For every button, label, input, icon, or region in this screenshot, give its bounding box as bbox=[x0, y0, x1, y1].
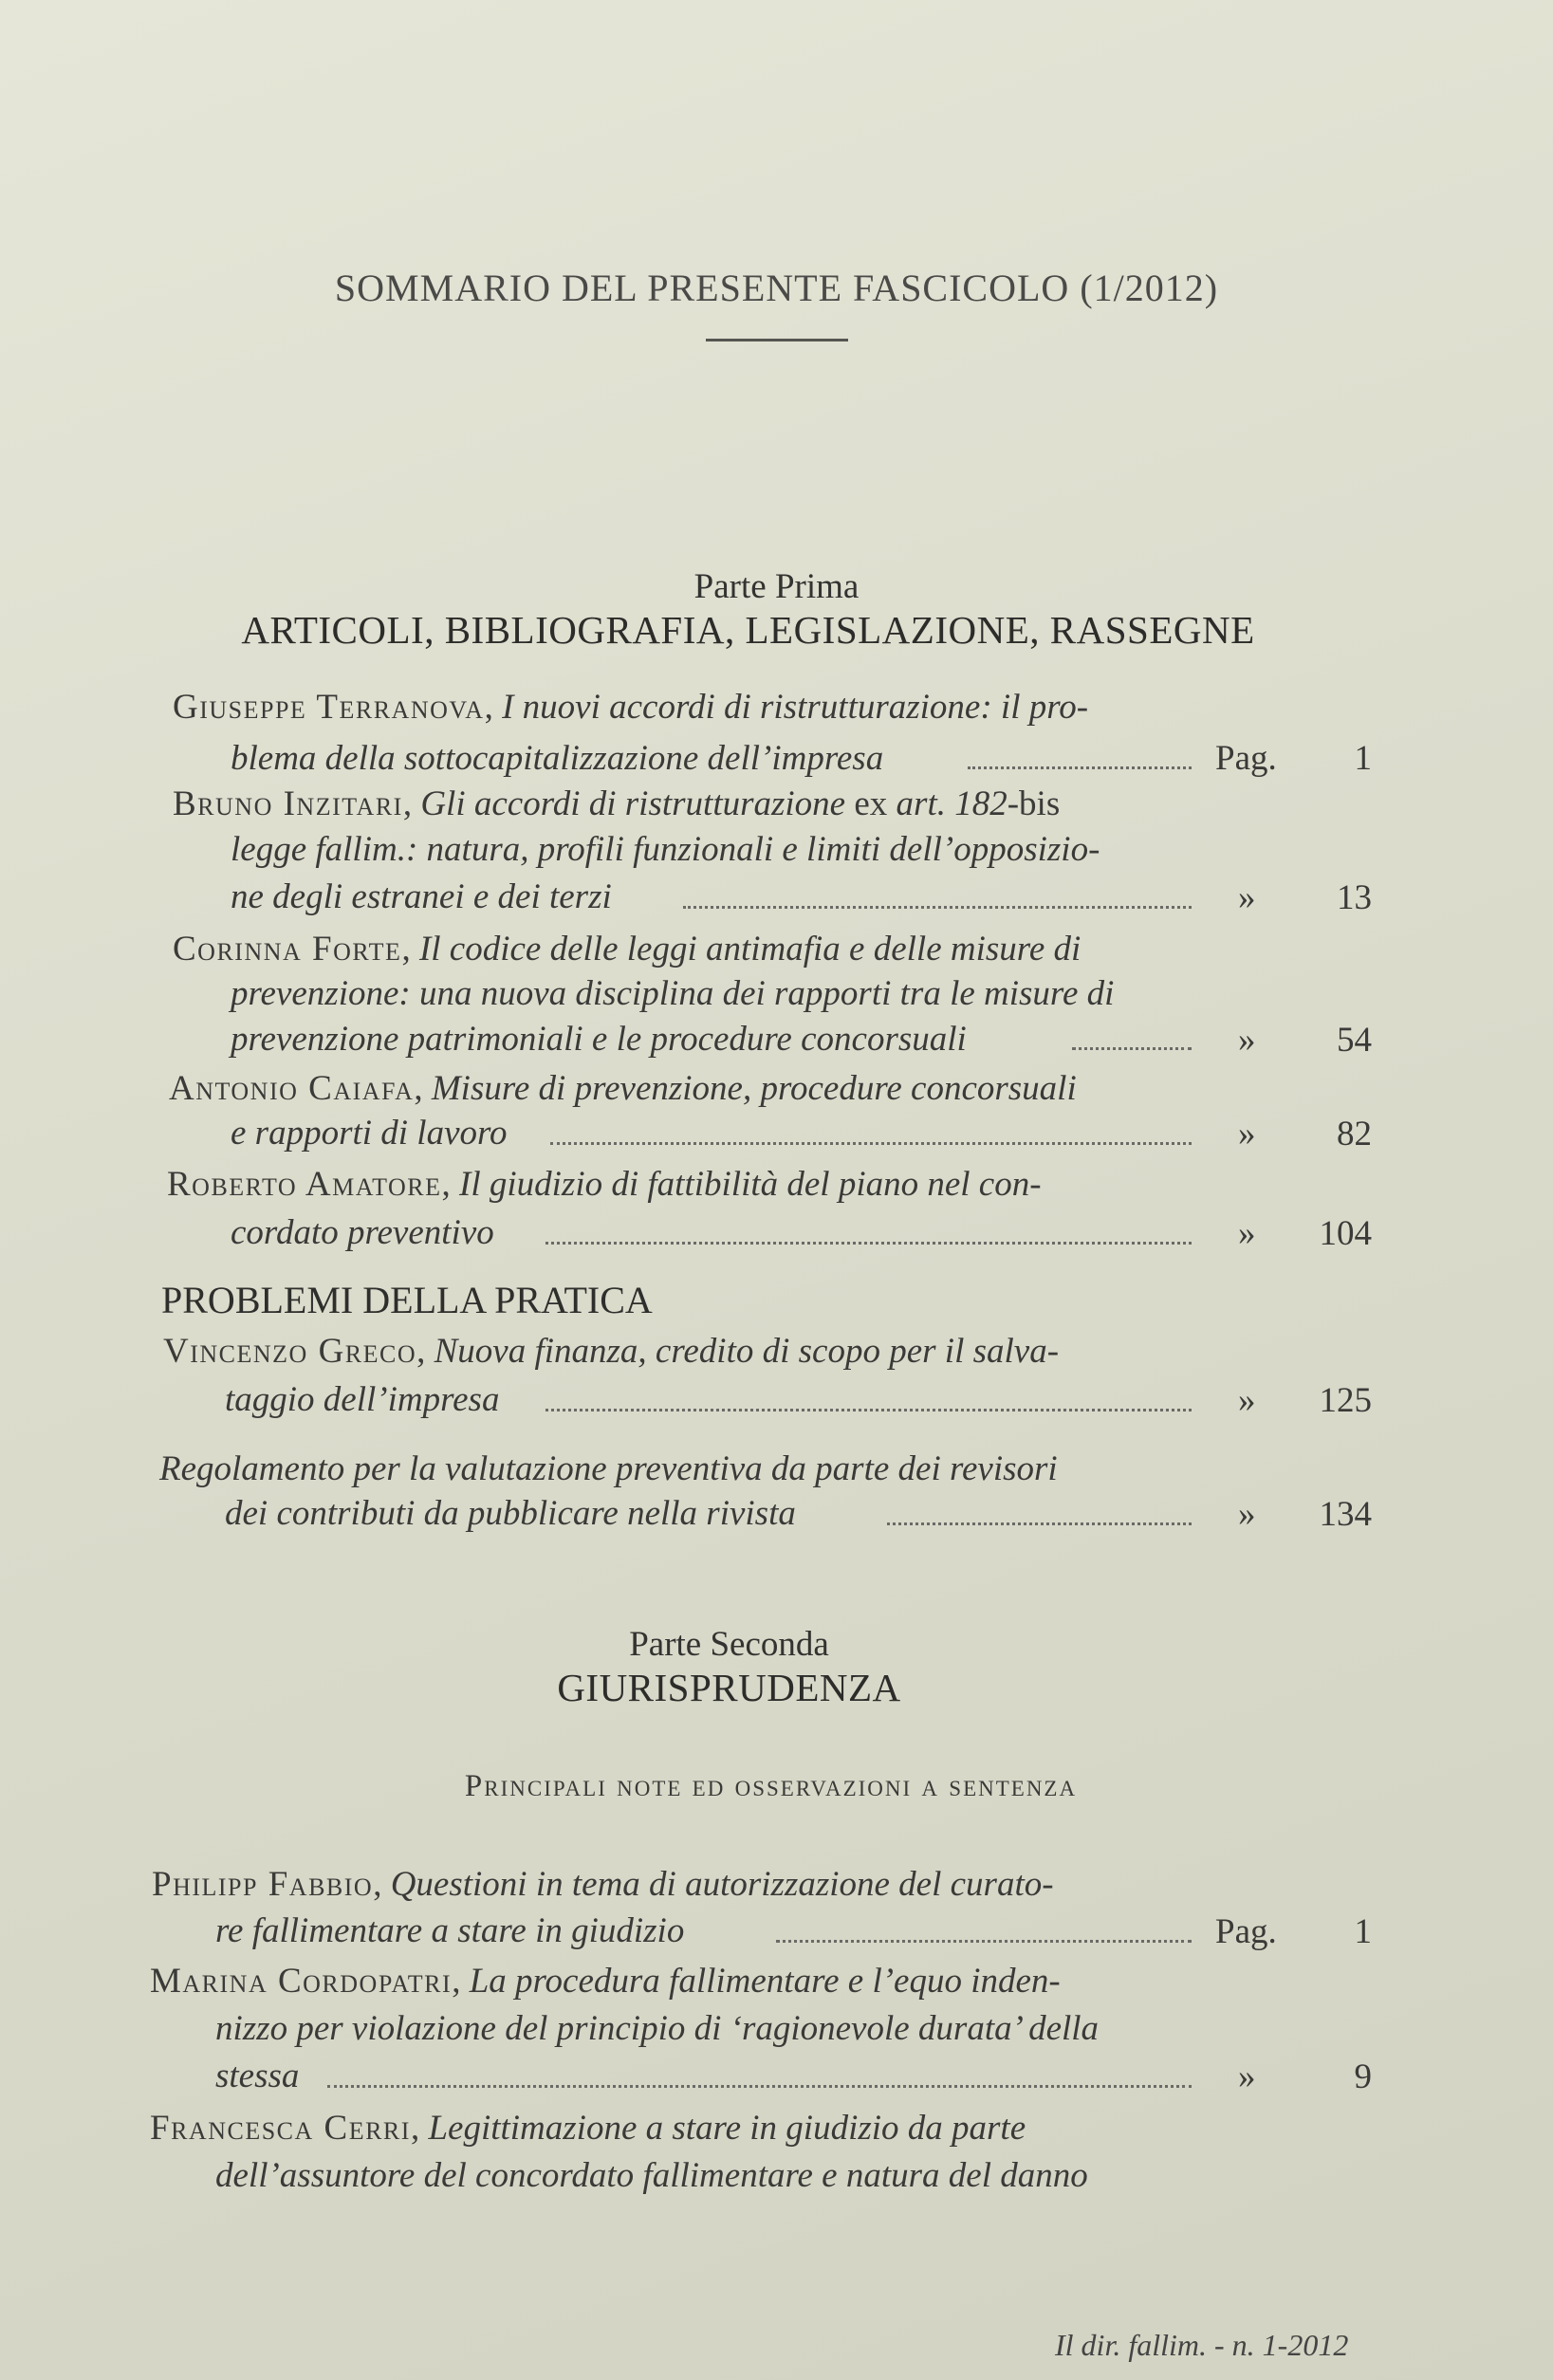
entry-author: Corinna Forte bbox=[173, 930, 402, 969]
page-mark: » bbox=[1238, 1214, 1256, 1253]
page-mark: » bbox=[1238, 1021, 1256, 1060]
page-number: 9 bbox=[1354, 2057, 1372, 2096]
page-number: 1 bbox=[1354, 739, 1372, 778]
leader-dots bbox=[968, 766, 1192, 769]
leader-dots bbox=[550, 1142, 1192, 1145]
entry-author: Antonio Caiafa bbox=[169, 1069, 415, 1108]
page-mark: » bbox=[1238, 1495, 1256, 1534]
entry-author: Vincenzo Greco bbox=[163, 1332, 417, 1371]
leader-dots bbox=[327, 2085, 1192, 2088]
page-mark: » bbox=[1238, 1381, 1256, 1420]
leader-dots bbox=[776, 1940, 1192, 1943]
leader-dots bbox=[545, 1409, 1192, 1411]
title-rule bbox=[706, 339, 848, 341]
entry-author: Philipp Fabbio bbox=[152, 1865, 374, 1904]
page-number: 13 bbox=[1337, 878, 1372, 917]
page-mark: » bbox=[1238, 1115, 1256, 1153]
leader-dots bbox=[545, 1242, 1192, 1245]
page-mark: Pag. bbox=[1215, 739, 1277, 778]
page-mark: » bbox=[1238, 878, 1256, 917]
page-number: 104 bbox=[1319, 1214, 1372, 1253]
page-mark: Pag. bbox=[1215, 1912, 1277, 1951]
entry-author: Marina Cordopatri bbox=[150, 1962, 453, 2001]
page-number: 54 bbox=[1337, 1021, 1372, 1060]
page-mark: » bbox=[1238, 2057, 1256, 2096]
entry-title-cont: blema della sottocapitalizzazione dell’impresa bbox=[231, 739, 884, 778]
entry-author: Bruno Inzitari bbox=[173, 784, 403, 823]
leader-dots bbox=[887, 1522, 1192, 1525]
leader-dots bbox=[1072, 1047, 1192, 1050]
section-heading-problemi: PROBLEMI DELLA PRATICA bbox=[161, 1279, 653, 1321]
leader-dots bbox=[683, 906, 1192, 909]
part-one-label: Parte Prima bbox=[693, 567, 860, 606]
document-page: SOMMARIO DEL PRESENTE FASCICOLO (1/2012) Parte Prima ARTICOLI, BIBLIOGRAFIA, LEGISLAZIONE, RASSEGNE Giuseppe Terranova, I nuovi accordi di ristrutturazione: il pro- blema della sottocapitalizzazione dell’impresa Pag. 1 Bruno Inzitari, Gli accordi di ristrutturazione ex art. 182-bis legge fallim.: natura, profili funzionali e limiti dell’opposizio- ne degli estranei e dei terzi » 13 Corinna Forte, Il codice delle leggi antimafia e delle misure di prevenzione: una nuova disciplina dei rapporti tra le misure di prevenzione patrimoniali e le procedure concorsuali » 54 Antonio Caiafa, Misure di prevenzione, procedure concorsuali e rapporti di lavoro » 82 Roberto Amatore, Il giudizio di fattibilità del piano nel con- cordato preventivo » 104 PROBLEMI DELLA PRATICA Vincenzo Greco, Nuova finanza, credito di scopo per il salva- taggio dell’impresa » 125 Regolamento per la valutazione preventiva da parte dei revisori dei contributi da pubblicare nella rivista » 134 Parte Seconda GIURISPRUDENZA Principali note ed osservazioni a sentenza Philipp Fabbio, Questioni in tema di autorizzazione del curato- re fallimentare a stare in giudizio Pag. 1 Marina Cordopatri, La procedura fallimentare e l’equo inden- nizzo per violazione del principio di ‘ragionevole durata’ della stessa » 9 Francesca Cerri, Legittimazione a stare in giudizio da parte dell’assuntore del concordato fallimentare e natura del danno Il dir. fallim. - n. 1-2012 bbox=[0, 0, 1553, 2380]
page-number: 125 bbox=[1319, 1381, 1372, 1420]
part-one-title: ARTICOLI, BIBLIOGRAFIA, LEGISLAZIONE, RASSEGNE bbox=[241, 608, 1255, 652]
part-two-subtitle: Principali note ed osservazioni a sentenza bbox=[464, 1769, 1078, 1803]
page-title: SOMMARIO DEL PRESENTE FASCICOLO (1/2012) bbox=[334, 267, 1219, 309]
page-number: 82 bbox=[1337, 1115, 1372, 1153]
entry-title: I nuovi accordi di ristrutturazione: il pro- bbox=[502, 688, 1089, 727]
entry-author: Francesca Cerri bbox=[150, 2109, 411, 2148]
part-two-label: Parte Seconda bbox=[629, 1625, 829, 1664]
page-number: 134 bbox=[1319, 1495, 1372, 1534]
page-footer: Il dir. fallim. - n. 1-2012 bbox=[1055, 2328, 1349, 2362]
part-two-title: GIURISPRUDENZA bbox=[557, 1666, 901, 1709]
entry-author: Giuseppe Terranova bbox=[173, 688, 485, 727]
page-number: 1 bbox=[1354, 1912, 1372, 1951]
entry-author: Roberto Amatore bbox=[167, 1165, 442, 1204]
